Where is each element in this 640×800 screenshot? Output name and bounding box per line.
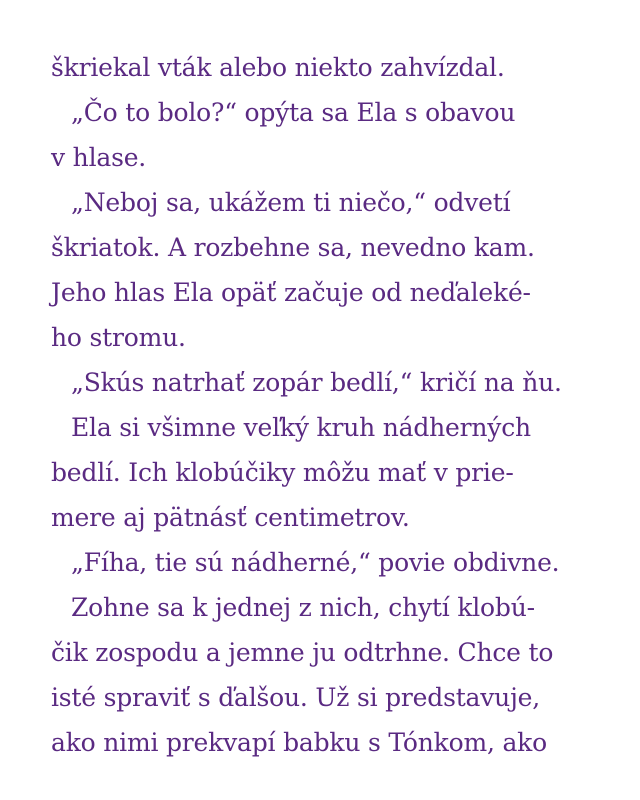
text-line: v hlase. bbox=[51, 143, 147, 172]
text-line: bedlí. Ich klobúčiky môžu mať v prie- bbox=[51, 458, 514, 487]
text-line: Jeho hlas Ela opäť začuje od neďaleké- bbox=[51, 278, 531, 307]
text-line: „Fíha, tie sú nádherné,“ povie obdivne. bbox=[71, 548, 560, 577]
text-line: čik zospodu a jemne ju odtrhne. Chce to bbox=[51, 638, 554, 667]
text-line: škriekal vták alebo niekto zahvízdal. bbox=[51, 53, 505, 82]
text-line: Ela si všimne veľký kruh nádherných bbox=[71, 413, 531, 442]
text-line: ako nimi prekvapí babku s Tónkom, ako bbox=[51, 728, 547, 757]
text-line: „Neboj sa, ukážem ti niečo,“ odvetí bbox=[71, 188, 511, 217]
text-line: ho stromu. bbox=[51, 323, 186, 352]
text-line: isté spraviť s ďalšou. Už si predstavuje, bbox=[51, 683, 540, 712]
text-line: mere aj pätnásť centimetrov. bbox=[51, 503, 410, 532]
text-line: „Skús natrhať zopár bedlí,“ kričí na ňu. bbox=[71, 368, 562, 397]
body-text bbox=[51, 45, 611, 765]
text-line: „Čo to bolo?“ opýta sa Ela s obavou bbox=[71, 98, 516, 127]
text-line: škriatok. A rozbehne sa, nevedno kam. bbox=[51, 233, 535, 262]
text-line: Zohne sa k jednej z nich, chytí klobú- bbox=[71, 593, 535, 622]
